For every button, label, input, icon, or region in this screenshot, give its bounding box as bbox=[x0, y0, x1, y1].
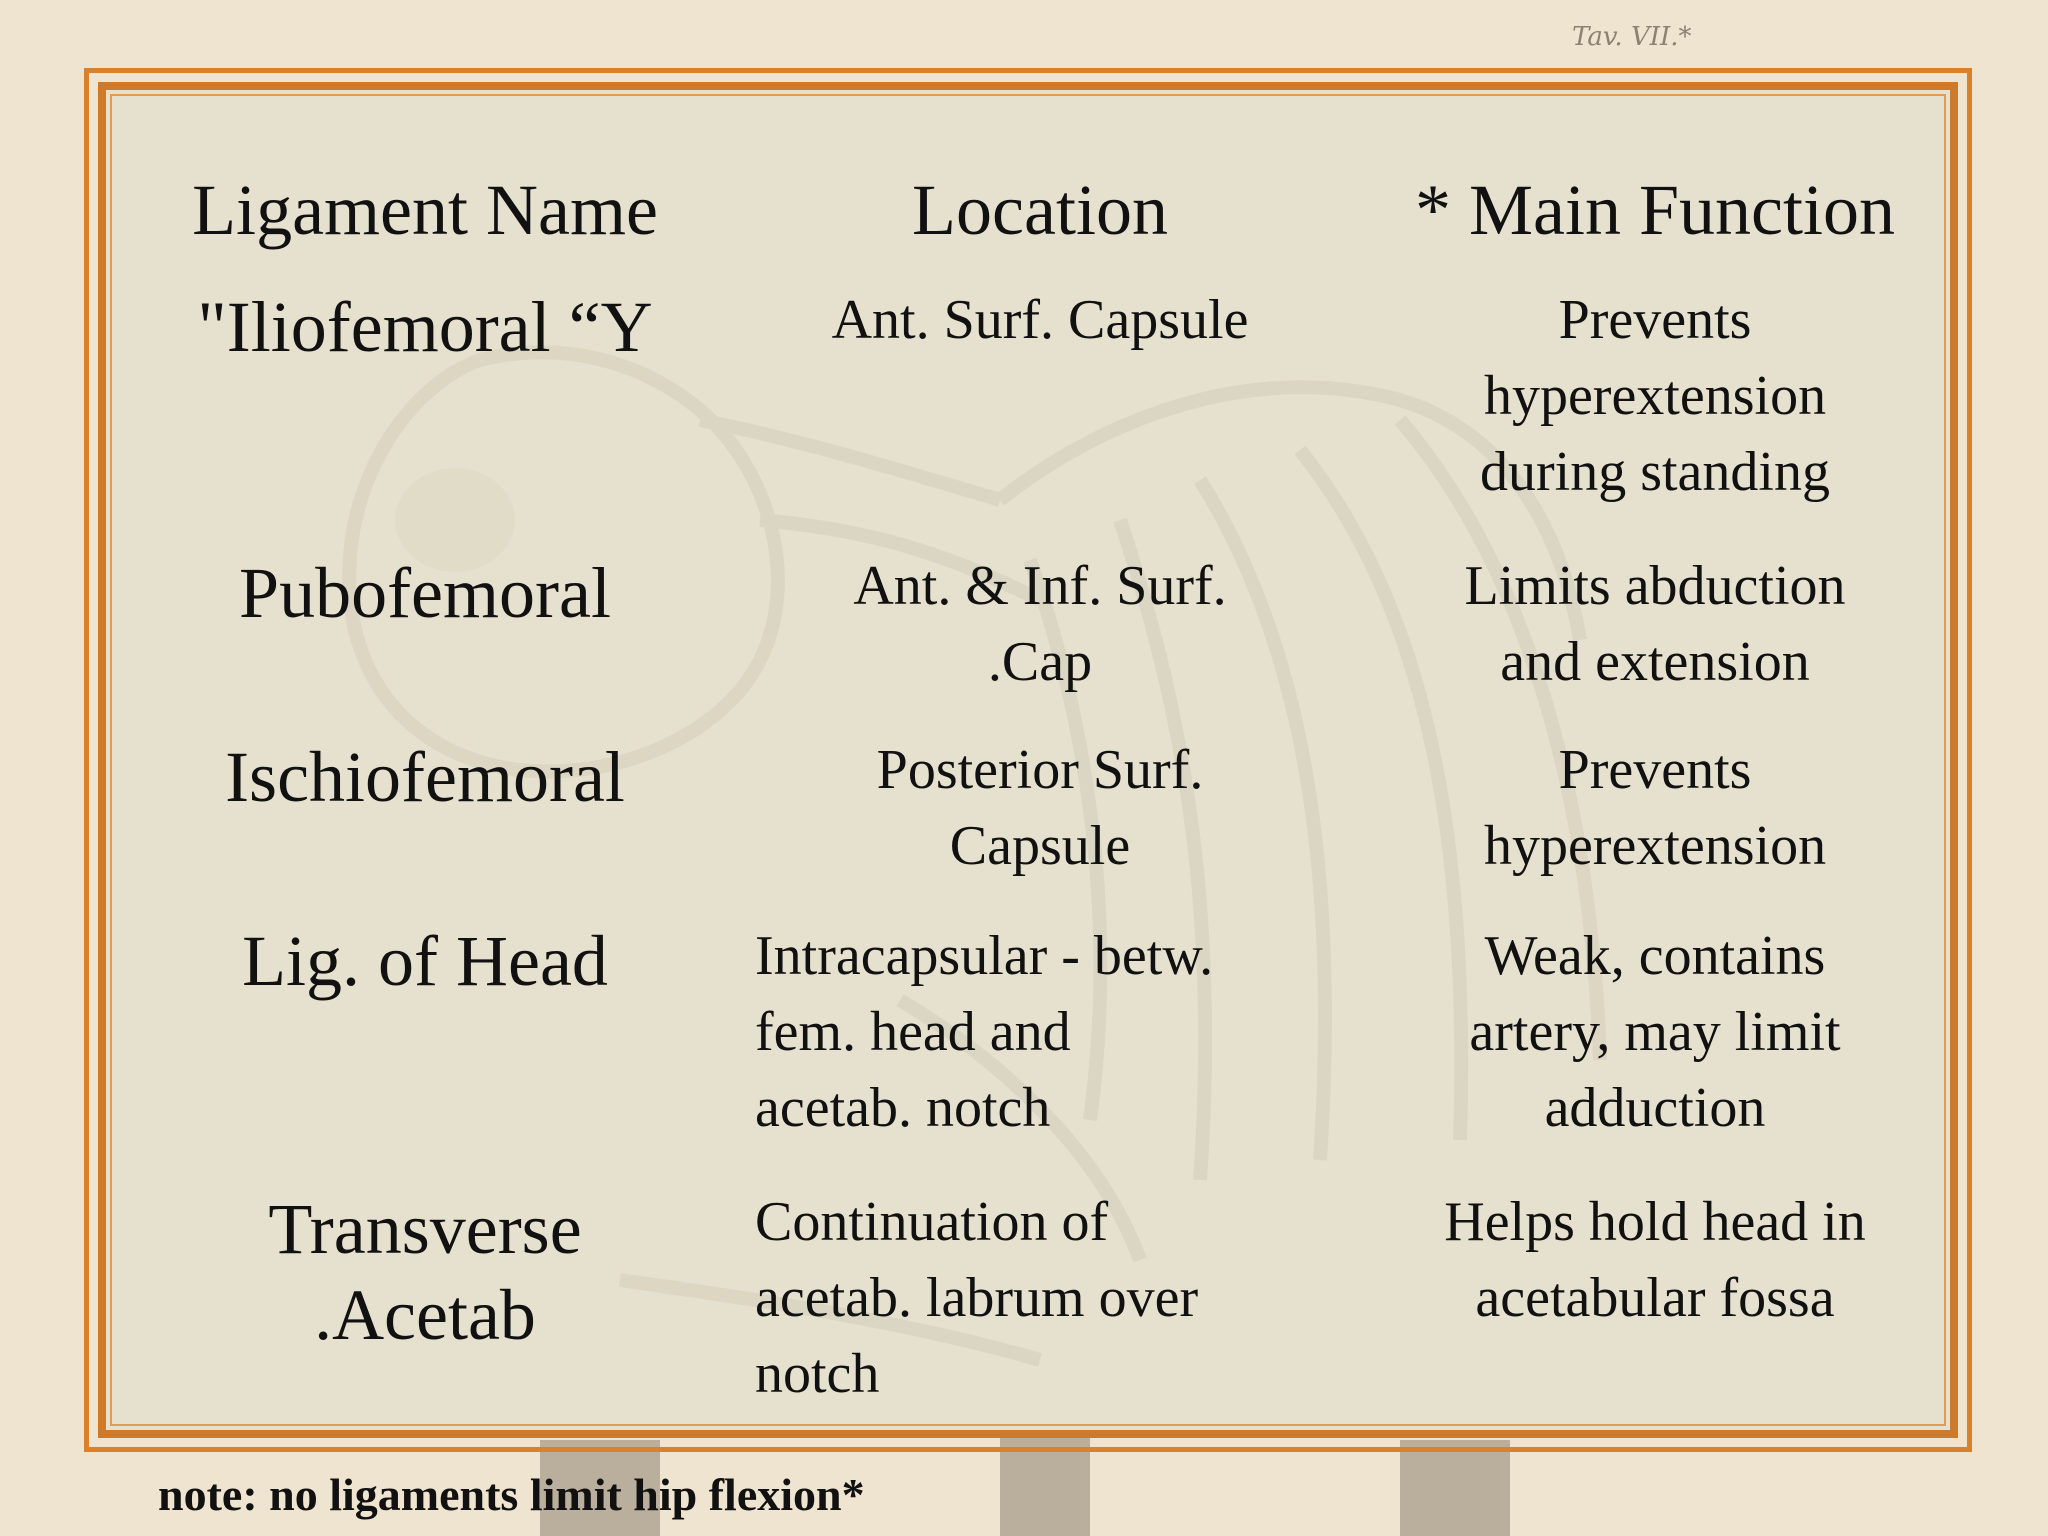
header-location: Location bbox=[912, 170, 1168, 250]
row-lig-of-head-name bbox=[140, 918, 710, 1004]
location-line: .Cap bbox=[987, 631, 1093, 693]
name-line: "Iliofemoral “Y bbox=[197, 287, 653, 367]
row-iliofemoral-function bbox=[1375, 282, 1935, 510]
name-line: Lig. of Head bbox=[242, 921, 608, 1001]
row-iliofemoral-name bbox=[140, 284, 710, 370]
row-ischiofemoral-function bbox=[1375, 732, 1935, 884]
function-line: hyperextension bbox=[1483, 365, 1827, 427]
row-pubofemoral-function bbox=[1375, 548, 1935, 700]
row-transverse-acetab-location bbox=[755, 1184, 1355, 1412]
function-line: Prevents bbox=[1558, 289, 1752, 351]
plate-number: Tav. VII.* bbox=[1572, 22, 1692, 52]
location-line: Intracapsular - betw. bbox=[755, 925, 1214, 987]
location-line: acetab. notch bbox=[755, 1077, 1051, 1139]
function-line: Weak, contains bbox=[1484, 925, 1826, 987]
function-line: Limits abduction bbox=[1464, 555, 1846, 617]
function-line: adduction bbox=[1544, 1077, 1766, 1139]
function-line: acetabular fossa bbox=[1475, 1267, 1835, 1329]
location-line: Ant. & Inf. Surf. bbox=[853, 555, 1227, 617]
name-line: Transverse bbox=[268, 1189, 582, 1269]
location-line: Ant. Surf. Capsule bbox=[831, 289, 1249, 351]
row-lig-of-head-function bbox=[1375, 918, 1935, 1146]
location-line: Capsule bbox=[949, 815, 1131, 877]
function-line: Prevents bbox=[1558, 739, 1752, 801]
location-line: Continuation of bbox=[755, 1191, 1109, 1253]
location-line: notch bbox=[755, 1343, 880, 1405]
row-pubofemoral-location bbox=[745, 548, 1335, 700]
location-line: Posterior Surf. bbox=[876, 739, 1204, 801]
row-transverse-acetab-name bbox=[140, 1186, 710, 1358]
location-line: fem. head and bbox=[755, 1001, 1071, 1063]
header-ligament-name: Ligament Name bbox=[192, 170, 658, 250]
row-pubofemoral-name bbox=[140, 550, 710, 636]
row-iliofemoral-location bbox=[745, 282, 1335, 358]
function-line: and extension bbox=[1500, 631, 1810, 693]
row-ischiofemoral-name bbox=[140, 734, 710, 820]
footnote: note: no ligaments limit hip flexion* bbox=[158, 1469, 865, 1520]
name-line: Pubofemoral bbox=[239, 553, 611, 633]
row-transverse-acetab-function bbox=[1375, 1184, 1935, 1336]
function-line: during standing bbox=[1480, 441, 1830, 503]
row-ischiofemoral-location bbox=[745, 732, 1335, 884]
name-line: Ischiofemoral bbox=[225, 737, 625, 817]
row-lig-of-head-location bbox=[755, 918, 1355, 1146]
function-line: Helps hold head in bbox=[1444, 1191, 1866, 1253]
function-line: artery, may limit bbox=[1469, 1001, 1841, 1063]
location-line: acetab. labrum over bbox=[755, 1267, 1199, 1329]
header-main-function: * Main Function bbox=[1415, 170, 1895, 250]
function-line: hyperextension bbox=[1483, 815, 1827, 877]
name-line: .Acetab bbox=[314, 1275, 536, 1355]
